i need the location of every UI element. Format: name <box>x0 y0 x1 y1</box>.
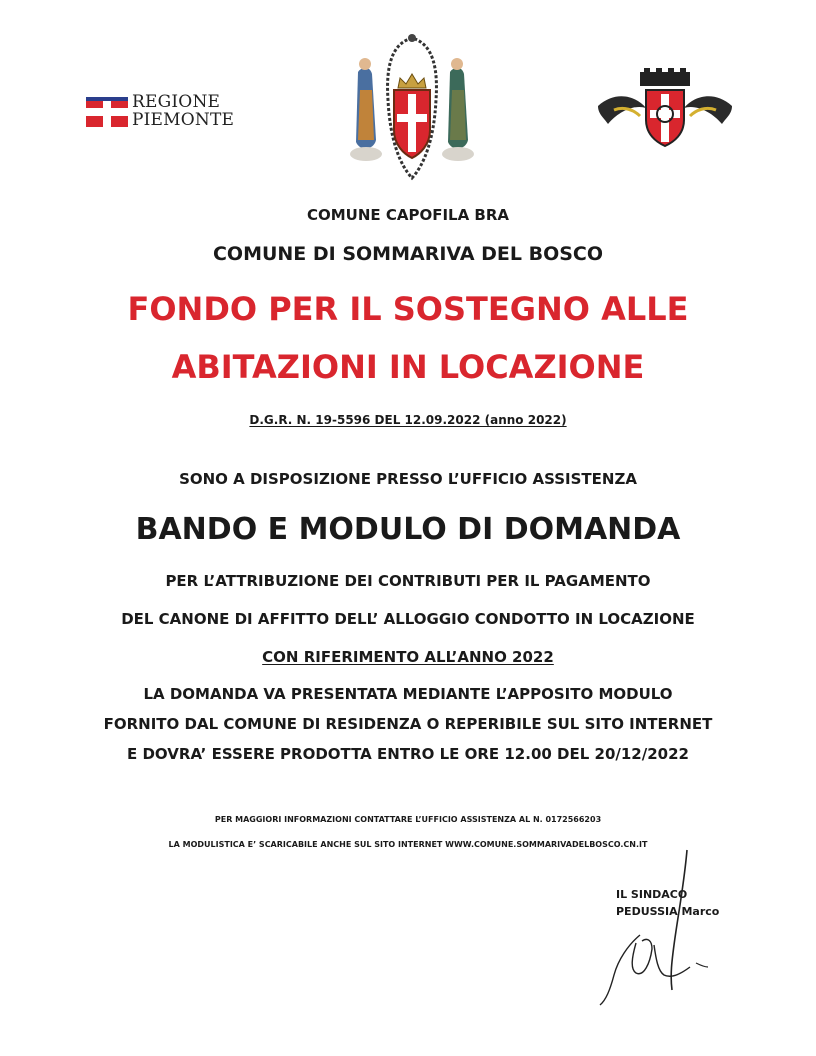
comune-heading: COMUNE DI SOMMARIVA DEL BOSCO <box>212 243 604 265</box>
regione-piemonte-logo <box>86 93 246 133</box>
sindaco-surname: PEDUSSIA <box>616 905 678 918</box>
domanda-text-line1: LA DOMANDA VA PRESENTATA MEDIANTE L’APPOSITO MODULO <box>143 685 673 703</box>
comune-coat-of-arms-icon <box>594 68 736 150</box>
domanda-text-line3: E DOVRA’ ESSERE PRODOTTA ENTRO LE ORE 12.00 DEL 20/12/2022 <box>127 745 689 763</box>
regione-piemonte-flag-icon <box>86 95 128 129</box>
attribuzione-text-line2: DEL CANONE DI AFFITTO DELL’ ALLOGGIO CONDOTTO IN LOCAZIONE <box>121 610 695 628</box>
info-sito-text: LA MODULISTICA E’ SCARICABILE ANCHE SUL SITO INTERNET WWW.COMUNE.SOMMARIVADELBOSCO.CN.IT <box>168 840 648 849</box>
regione-line2: PIEMONTE <box>132 110 235 130</box>
capofila-heading: COMUNE CAPOFILA BRA <box>306 206 510 224</box>
savoy-coat-of-arms-icon <box>350 30 475 185</box>
disponibile-text: SONO A DISPOSIZIONE PRESSO L’UFFICIO ASSISTENZA <box>179 470 637 488</box>
attribuzione-text-line1: PER L’ATTRIBUZIONE DEI CONTRIBUTI PER IL PAGAMENTO <box>165 572 651 590</box>
riferimento-anno-text: CON RIFERIMENTO ALL’ANNO 2022 <box>262 648 554 666</box>
domanda-text-line2: FORNITO DAL COMUNE DI RESIDENZA O REPERIBILE SUL SITO INTERNET <box>103 715 713 733</box>
info-contatto-text: PER MAGGIORI INFORMAZIONI CONTATTARE L’UFFICIO ASSISTENZA AL N. 0172566203 <box>214 815 602 824</box>
fondo-title-line2: ABITAZIONI IN LOCAZIONE <box>171 348 645 386</box>
regione-line1: REGIONE <box>132 92 221 112</box>
bando-heading: BANDO E MODULO DI DOMANDA <box>135 512 681 547</box>
handwritten-signature-icon <box>592 845 722 1010</box>
dgr-reference: D.G.R. N. 19-5596 DEL 12.09.2022 (anno 2022) <box>249 413 567 427</box>
sindaco-firstname: Marco <box>681 905 720 918</box>
fondo-title-line1: FONDO PER IL SOSTEGNO ALLE <box>127 290 689 328</box>
sindaco-role: IL SINDACO <box>616 888 688 901</box>
